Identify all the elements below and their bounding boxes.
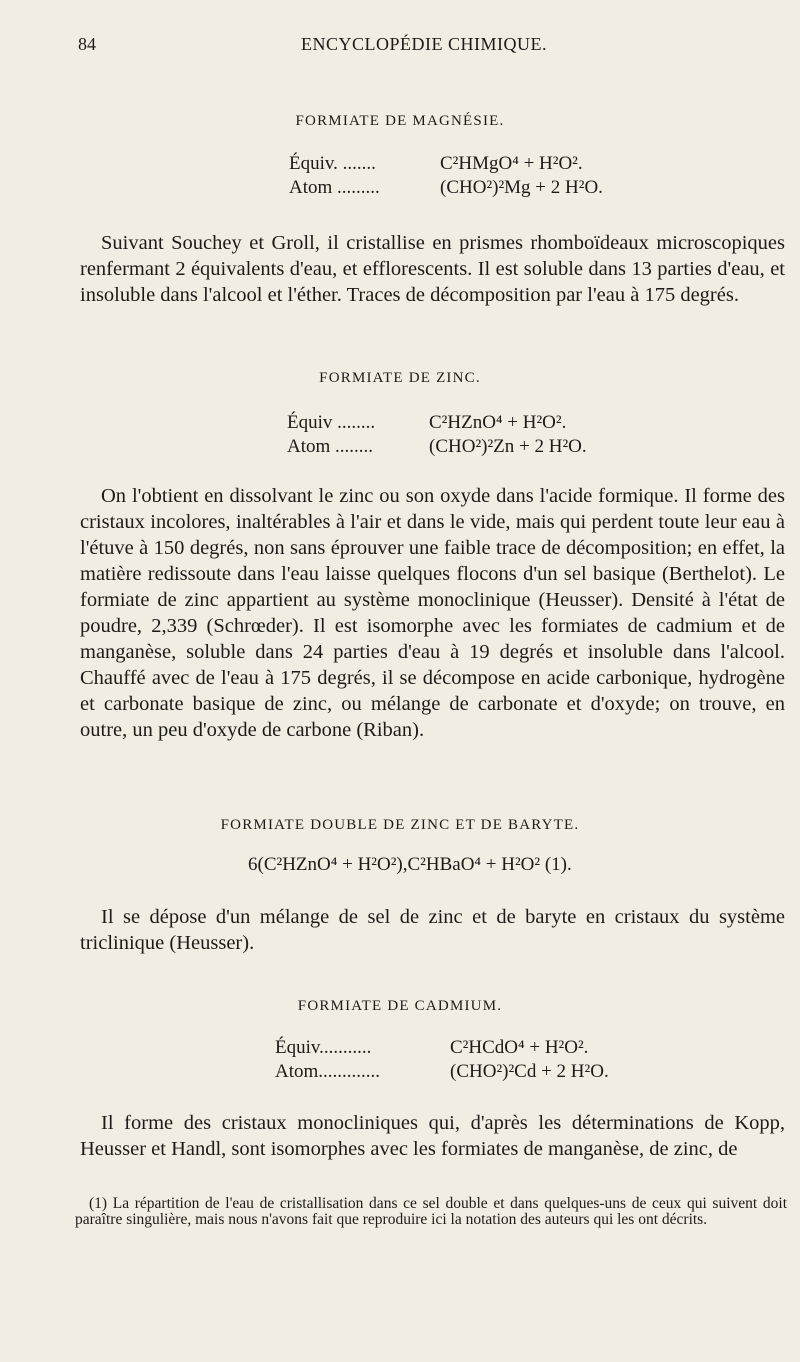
paragraph-zinc-baryte: Il se dépose d'un mélange de sel de zinc et de baryte en cristaux du système triclinique (Heusser). — [80, 906, 785, 954]
equiv-value: C²HCdO⁴ + H²O². — [450, 1037, 589, 1058]
atom-formula-magnesie — [289, 176, 603, 200]
atom-value: (CHO²)²Mg + 2 H²O. — [440, 177, 603, 198]
section-title-cadmium: FORMIATE DE CADMIUM. — [297, 998, 503, 1014]
atom-formula-zinc — [287, 435, 587, 459]
equiv-label: Équiv ........ — [287, 412, 376, 433]
equiv-label: Équiv. ....... — [289, 153, 376, 174]
paragraph-magnesie: Suivant Souchey et Groll, il cristallise en prismes rhomboïdeaux microscopiques renfermant 2 équivalents d'eau, et efflorescents. Il est soluble dans 13 parties d'eau, et insoluble dans l'alcool et l'éther. Traces de décomposition par l'eau à 175 degrés. — [80, 232, 785, 306]
section-title-zinc-baryte: FORMIATE DOUBLE DE ZINC ET DE BARYTE. — [220, 817, 580, 833]
equiv-formula-magnesie — [289, 152, 583, 176]
paragraph-zinc: On l'obtient en dissolvant le zinc ou son oxyde dans l'acide formique. Il forme des cristaux incolores, inaltérables à l'air et dans le vide, mais qui perdent toute leur eau à l'étuve à 150 degrés, non sans éprouver une faible trace de décomposition; en effet, la matière redissoute dans l'eau laisse quelques flocons d'un sel basique (Berthelot). Le formiate de zinc appartient au système monoclinique (Heusser). Densité à l'état de poudre, 2,339 (Schrœder). Il est isomorphe avec les formiates de cadmium et de manganèse, soluble dans 24 parties d'eau à 19 degrés et insoluble dans l'alcool. Chauffé avec de l'eau à 175 degrés, il se décompose en acide carbonique, hydrogène et carbonate basique de zinc, ou mélange de carbonate et d'oxyde; on trouve, en outre, un peu d'oxyde de carbone (Riban). — [80, 485, 785, 741]
equiv-value: C²HZnO⁴ + H²O². — [429, 412, 567, 433]
formula-zinc-baryte: 6(C²HZnO⁴ + H²O²),C²HBaO⁴ + H²O² (1). — [248, 854, 572, 875]
running-title: ENCYCLOPÉDIE CHIMIQUE. — [301, 34, 547, 54]
atom-label: Atom ......... — [289, 177, 380, 198]
equiv-formula-cadmium — [275, 1036, 589, 1060]
atom-formula-cadmium — [275, 1060, 609, 1084]
atom-label: Atom............. — [275, 1061, 381, 1082]
page-number: 84 — [78, 34, 96, 54]
atom-value: (CHO²)²Cd + 2 H²O. — [450, 1061, 609, 1082]
paragraph-cadmium: Il forme des cristaux monocliniques qui, d'après les déterminations de Kopp, Heusser et Handl, sont isomorphes avec les formiates de manganèse, de zinc, de — [80, 1112, 785, 1160]
equiv-formula-zinc — [287, 411, 567, 435]
section-title-magnesie: FORMIATE DE MAGNÉSIE. — [295, 113, 505, 129]
footnote: (1) La répartition de l'eau de cristallisation dans ce sel double et dans quelques-uns de ceux qui suivent doit paraître singulière, mais nous n'avons fait que reproduire ici la notation des auteurs qui les ont décrits. — [75, 1195, 787, 1228]
section-title-zinc: FORMIATE DE ZINC. — [319, 370, 481, 386]
page-header — [78, 34, 770, 58]
equiv-value: C²HMgO⁴ + H²O². — [440, 153, 583, 174]
atom-value: (CHO²)²Zn + 2 H²O. — [429, 436, 587, 457]
equiv-label: Équiv........... — [275, 1037, 372, 1058]
atom-label: Atom ........ — [287, 436, 374, 457]
